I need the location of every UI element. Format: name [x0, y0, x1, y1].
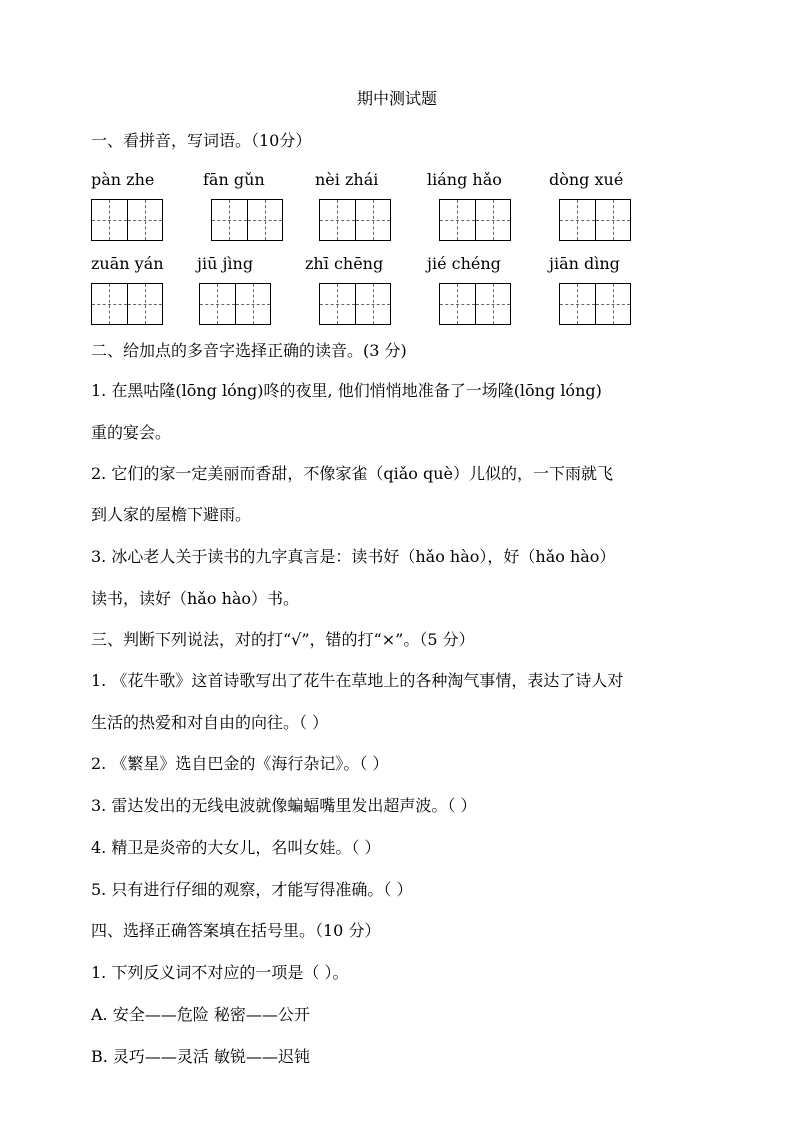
pinyin-item: fān gǔn — [203, 170, 265, 189]
writing-grid-box[interactable] — [91, 283, 163, 325]
writing-grid-box[interactable] — [319, 199, 391, 241]
section3-heading: 三、判断下列说法，对的打“√”，错的打“×”。（5 分） — [91, 630, 475, 649]
pinyin-item: pàn zhe — [91, 170, 155, 189]
section2-question-3: 3. 冰心老人关于读书的九字真言是：读书好（hǎo hào），好（hǎo hào） — [91, 547, 616, 566]
pinyin-item: zuān yán — [91, 254, 164, 273]
pinyin-item: nèi zhái — [315, 170, 379, 189]
section2-question-1-cont: 重的宴会。 — [91, 423, 172, 442]
pinyin-item: jiān dìng — [549, 254, 620, 273]
pinyin-item: jié chéng — [427, 254, 501, 273]
pinyin-item: liáng hǎo — [427, 170, 502, 189]
writing-grid-box[interactable] — [439, 283, 511, 325]
section2-question-1: 1. 在黑咕隆(lōng lóng)咚的夜里, 他们悄悄地准备了一场隆(lōng lóng) — [91, 381, 602, 400]
section4-option-a: A. 安全——危险 秘密——公开 — [91, 1005, 310, 1024]
writing-grid-box[interactable] — [319, 283, 391, 325]
page-title: 期中测试题 — [356, 89, 437, 108]
pinyin-item: jiū jìng — [197, 254, 254, 273]
section3-question-4: 4. 精卫是炎帝的大女儿，名叫女娃。（ ） — [91, 838, 381, 857]
section2-question-2: 2. 它们的家一定美丽而香甜，不像家雀（qiǎo què）儿似的，一下雨就飞 — [91, 464, 613, 483]
section4-option-b: B. 灵巧——灵活 敏锐——迟钝 — [91, 1047, 311, 1066]
section4-question-1: 1. 下列反义词不对应的一项是（ ）。 — [91, 963, 349, 982]
section2-question-2-cont: 到人家的屋檐下避雨。 — [91, 505, 252, 524]
section3-question-1-cont: 生活的热爱和对自由的向往。（ ） — [91, 713, 329, 732]
pinyin-item: zhī chēng — [305, 254, 384, 273]
section3-question-5: 5. 只有进行仔细的观察，才能写得准确。（ ） — [91, 880, 413, 899]
section3-question-3: 3. 雷达发出的无线电波就像蝙蝠嘴里发出超声波。（ ） — [91, 796, 477, 815]
writing-grid-box[interactable] — [559, 199, 631, 241]
writing-grid-box[interactable] — [439, 199, 511, 241]
section3-question-2: 2. 《繁星》选自巴金的《海行杂记》。（ ） — [91, 754, 389, 773]
section4-heading: 四、选择正确答案填在括号里。（10 分） — [91, 921, 381, 940]
writing-grid-box[interactable] — [559, 283, 631, 325]
section3-question-1: 1. 《花牛歌》这首诗歌写出了花牛在草地上的各种淘气事情，表达了诗人对 — [91, 671, 624, 690]
section1-heading: 一、看拼音，写词语。（10分） — [91, 131, 312, 150]
pinyin-item: dòng xué — [549, 170, 624, 189]
writing-grid-box[interactable] — [199, 283, 271, 325]
section2-question-3-cont: 读书，读好（hǎo hào）书。 — [91, 589, 300, 608]
writing-grid-box[interactable] — [211, 199, 283, 241]
section2-heading: 二、给加点的多音字选择正确的读音。(3 分) — [91, 341, 407, 360]
writing-grid-box[interactable] — [91, 199, 163, 241]
